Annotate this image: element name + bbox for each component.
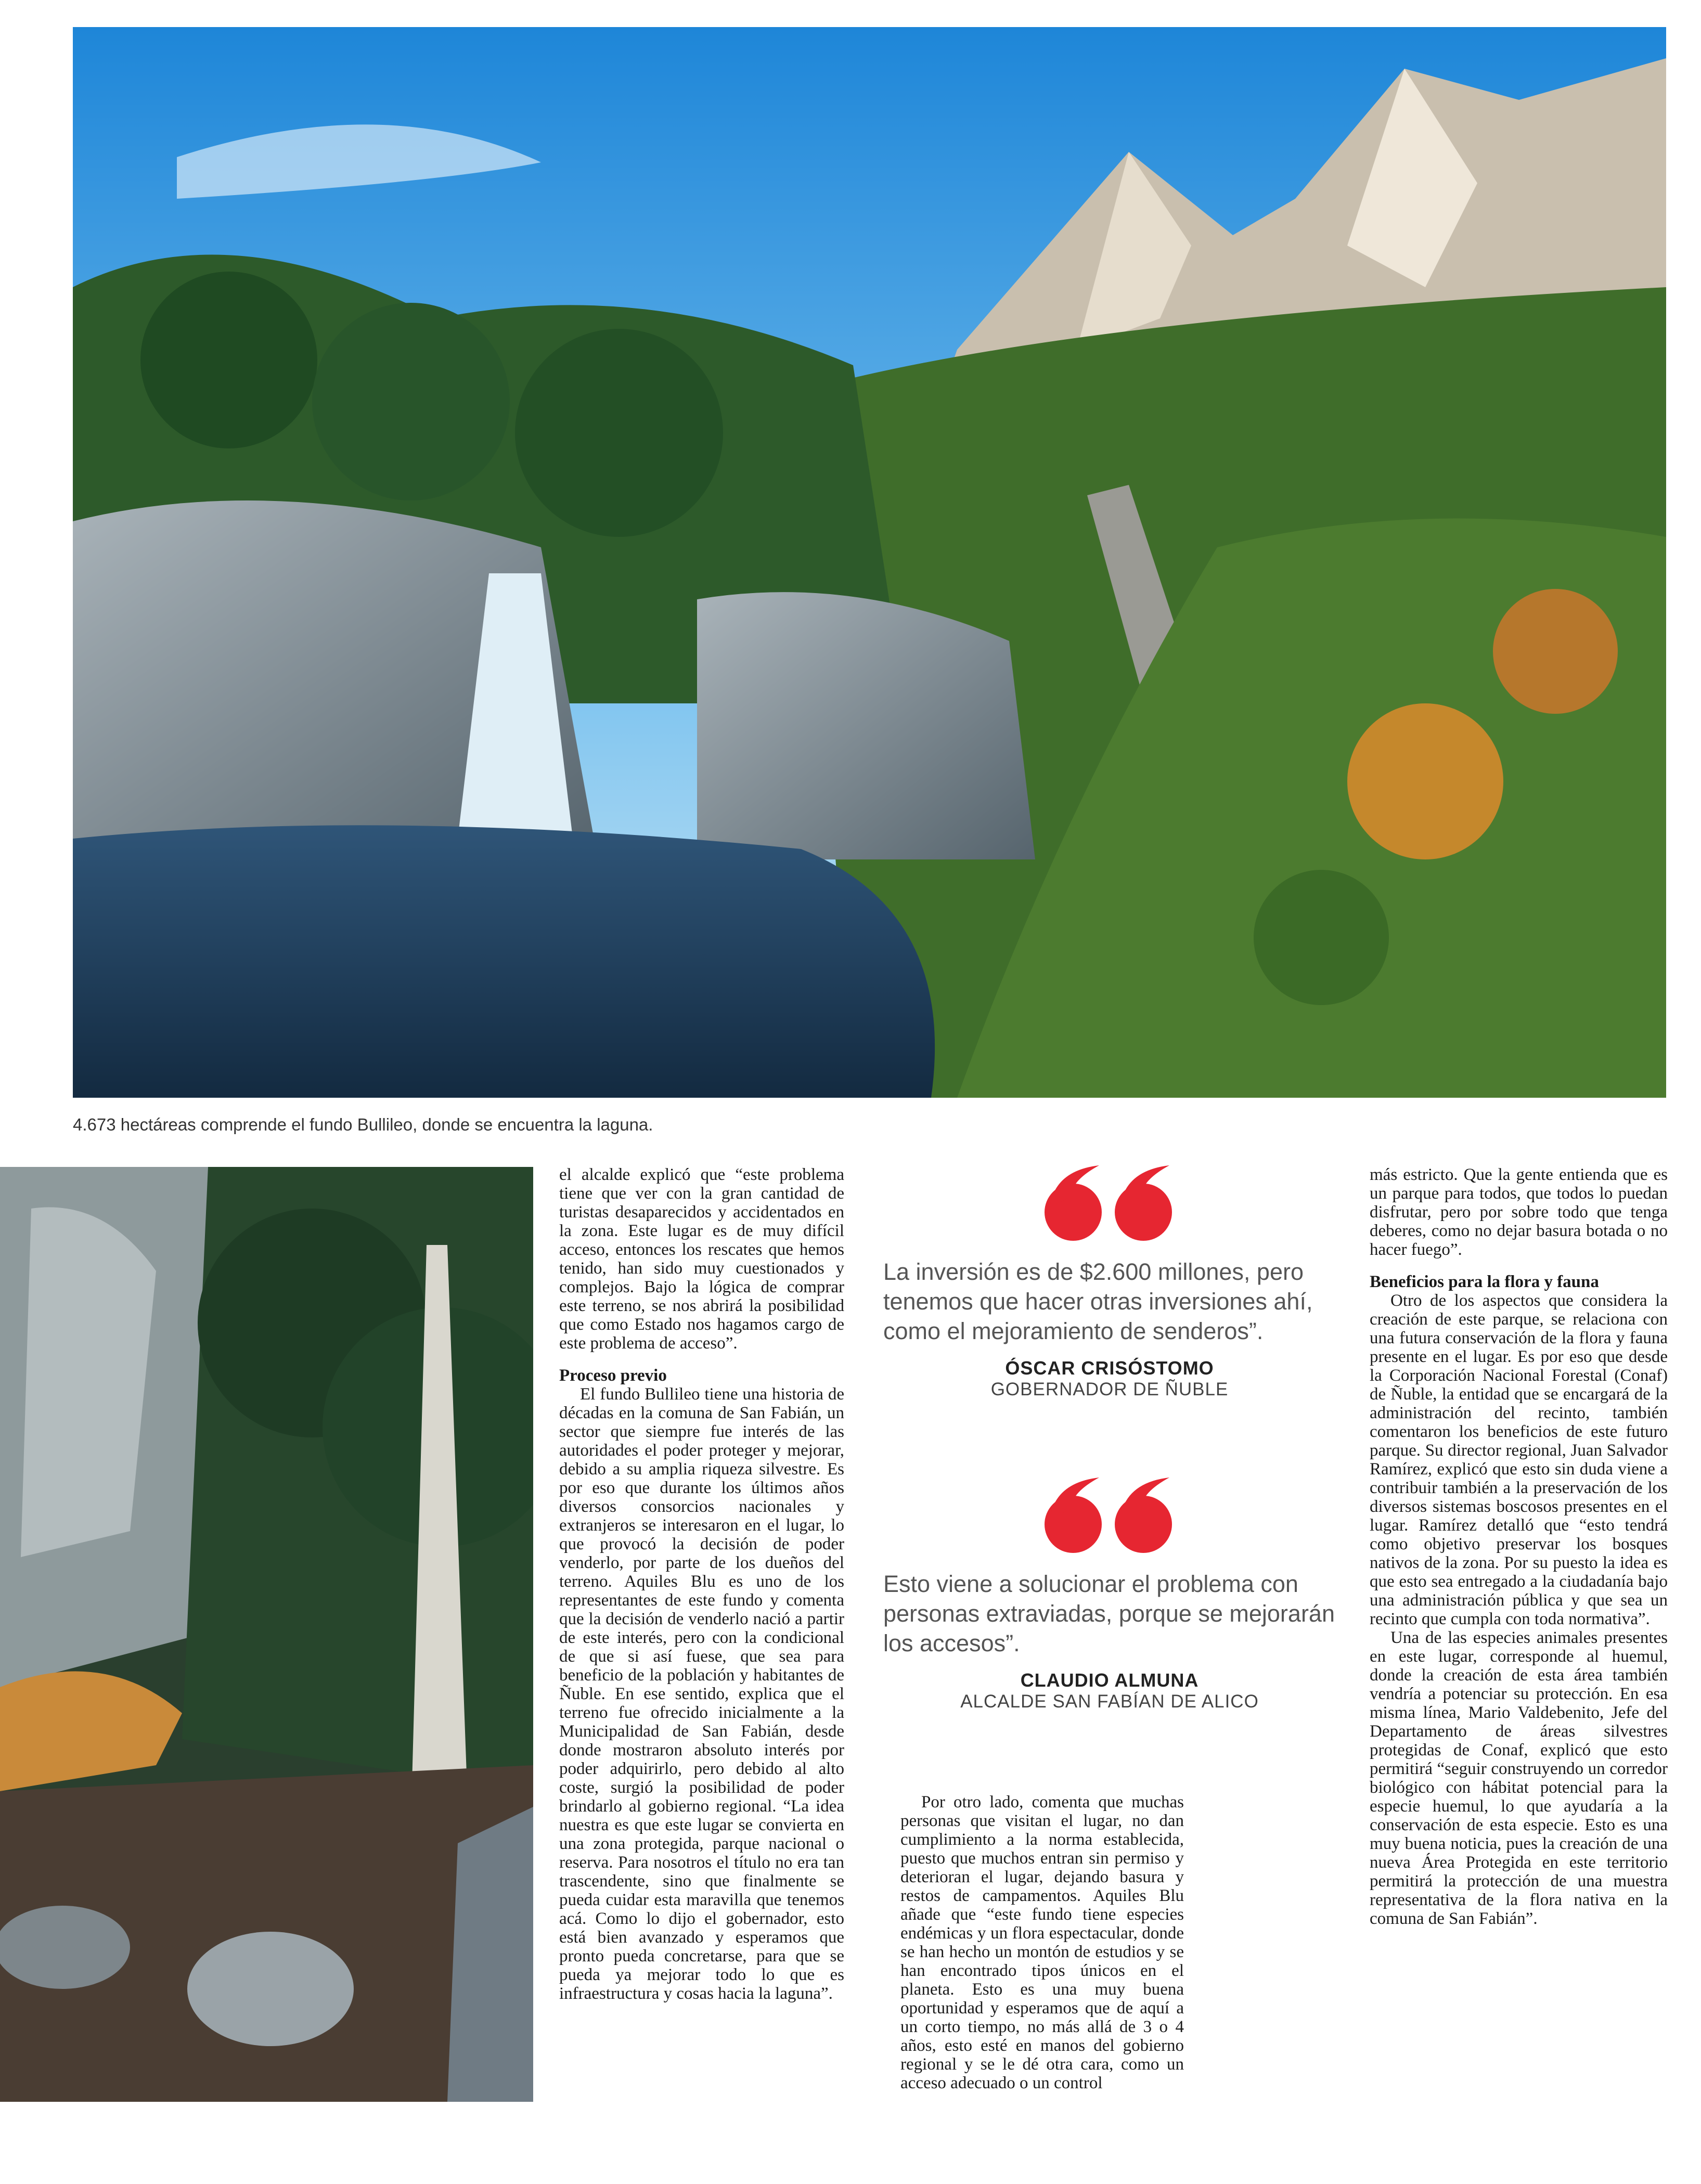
paragraph: El fundo Bullileo tiene una historia de décadas en la comuna de San Fabián, un sector que siempre fue interés de las autoridades el poder proteger y mejorar, debido a su amplia riqueza silvestre. Es por eso que durante los últimos años diversos consorcios nacionales y extranjeros se interesaron en el lugar, lo que provocó la decisión de poder venderlo, por parte de los dueños del terreno. Aquiles Blu es uno de los representantes de este fundo y comenta que la decisión de venderlo nació a partir de este interés, pero con la condicional de que si así fuese, que sea para beneficio de la población y habitantes de Ñuble. En ese sentido, explica que el terreno fue ofrecido inicialmente a la Municipalidad de San Fabián, desde donde mostraron absoluto interés por poder adquirirlo, pero debido al alto coste, surgió la posibilidad de poder brindarlo al gobierno regional. “La idea nuestra es que este lugar se convierta en una zona protegida, parque nacional o reserva. Para nosotros el título no era tan trascendente, sino que finalmente se pueda cuidar esta maravilla que tenemos acá. Como lo dijo el gobernador, esto está bien avanzado y esperamos que pronto pueda concretarse, para que se pueda ya mejorar todo lo que es infraestructura y cosas hacia la laguna”.	[559, 1385, 844, 2003]
quote-author-role: ALCALDE SAN FABÍAN DE ALICO	[960, 1691, 1259, 1712]
pull-quote	[883, 1472, 1336, 1712]
paragraph: Por otro lado, comenta que muchas personas que visitan el lugar, no dan cumplimiento a la norma establecida, puesto que muchos entran sin permiso y deterioran el lugar, dejando basura y restos de campamentos. Aquiles Blu añade que “este fundo tiene especies endémicas y un flora espectacular, donde se han hecho un montón de estudios y se han encontrado tipos únicos en el planeta. Esto es una muy buena oportunidad y esperamos que de aquí a un corto tiempo, no más allá de 3 o 4 años, esto esté en manos del gobierno regional y se le dé otra cara, como un acceso adecuado o un control	[900, 1793, 1184, 2092]
quote-author: CLAUDIO ALMUNA	[1020, 1669, 1199, 1691]
quote-author: ÓSCAR CRISÓSTOMO	[1005, 1357, 1214, 1379]
photo-caption: 4.673 hectáreas comprende el fundo Bullileo, donde se encuentra la laguna.	[73, 1115, 653, 1134]
article-column-1	[559, 1165, 844, 2003]
quote-author-role: GOBERNADOR DE ÑUBLE	[990, 1379, 1229, 1399]
hero-landscape-photo	[73, 27, 1666, 1098]
forest-photo	[0, 1167, 533, 2102]
section-heading: Beneficios para la flora y fauna	[1370, 1273, 1599, 1291]
paragraph: el alcalde explicó que “este problema tiene que ver con la gran cantidad de turistas desaparecidos y accidentados en la zona. Este lugar es de muy difícil acceso, entonces los rescates que hemos tenido, han sido muy cuestionados y complejos. Bajo la lógica de comprar este terreno, se nos abrirá la posibilidad que como Estado nos hagamos cargo de este problema de acceso”.	[559, 1165, 844, 1353]
quote-mark-icon	[1039, 1472, 1180, 1556]
quote-mark-icon	[1039, 1160, 1180, 1243]
quote-text: Esto viene a solucionar el problema con personas extraviadas, porque se mejorarán los accesos”.	[883, 1571, 1335, 1656]
pull-quote	[883, 1160, 1336, 1400]
paragraph: Una de las especies animales presentes en este lugar, corresponde al huemul, donde la creación de esta área también vendría a potenciar su protección. En esa misma línea, Mario Valdebenito, Jefe del Departamento de áreas silvestres protegidas de Conaf, explicó que esto permitirá “seguir construyendo un corredor biológico con hábitat potencial para la especie huemul, lo que ayudaría a la conservación de esta especie. Esto es una muy buena noticia, pues la creación de una nueva Área Protegida en este territorio permitirá la protección de una muestra representativa de la flora nativa en la comuna de San Fabián”.	[1370, 1628, 1668, 1928]
quote-text: La inversión es de $2.600 millones, pero tenemos que hacer otras inversiones ahí, como el mejoramiento de senderos”.	[883, 1258, 1313, 1344]
section-heading: Proceso previo	[559, 1366, 667, 1385]
paragraph: más estricto. Que la gente entienda que es un parque para todos, que todos lo puedan disfrutar, pero por sobre todo que tenga deberes, como no dejar basura botada o no hacer fuego”.	[1370, 1165, 1668, 1259]
article-column-4	[1370, 1165, 1668, 1928]
paragraph: Otro de los aspectos que considera la creación de este parque, se relaciona con una futura conservación de la flora y fauna presente en el lugar. Es por eso que desde la Corporación Nacional Forestal (Conaf) de Ñuble, la entidad que se encargará de la administración del recinto, también comentaron los beneficios de este futuro parque. Su director regional, Juan Salvador Ramírez, explicó que esto sin duda viene a contribuir también a la preservación de los diversos sistemas boscosos presentes en el lugar. Ramírez detalló que “esto tendrá como objetivo preservar los bosques nativos de la zona. Por su puesto la idea es que esto sea entregado a la ciudadanía bajo una administración pública y que sea un recinto que cumpla con toda normativa”.	[1370, 1291, 1668, 1628]
article-column-3	[900, 1793, 1184, 2092]
